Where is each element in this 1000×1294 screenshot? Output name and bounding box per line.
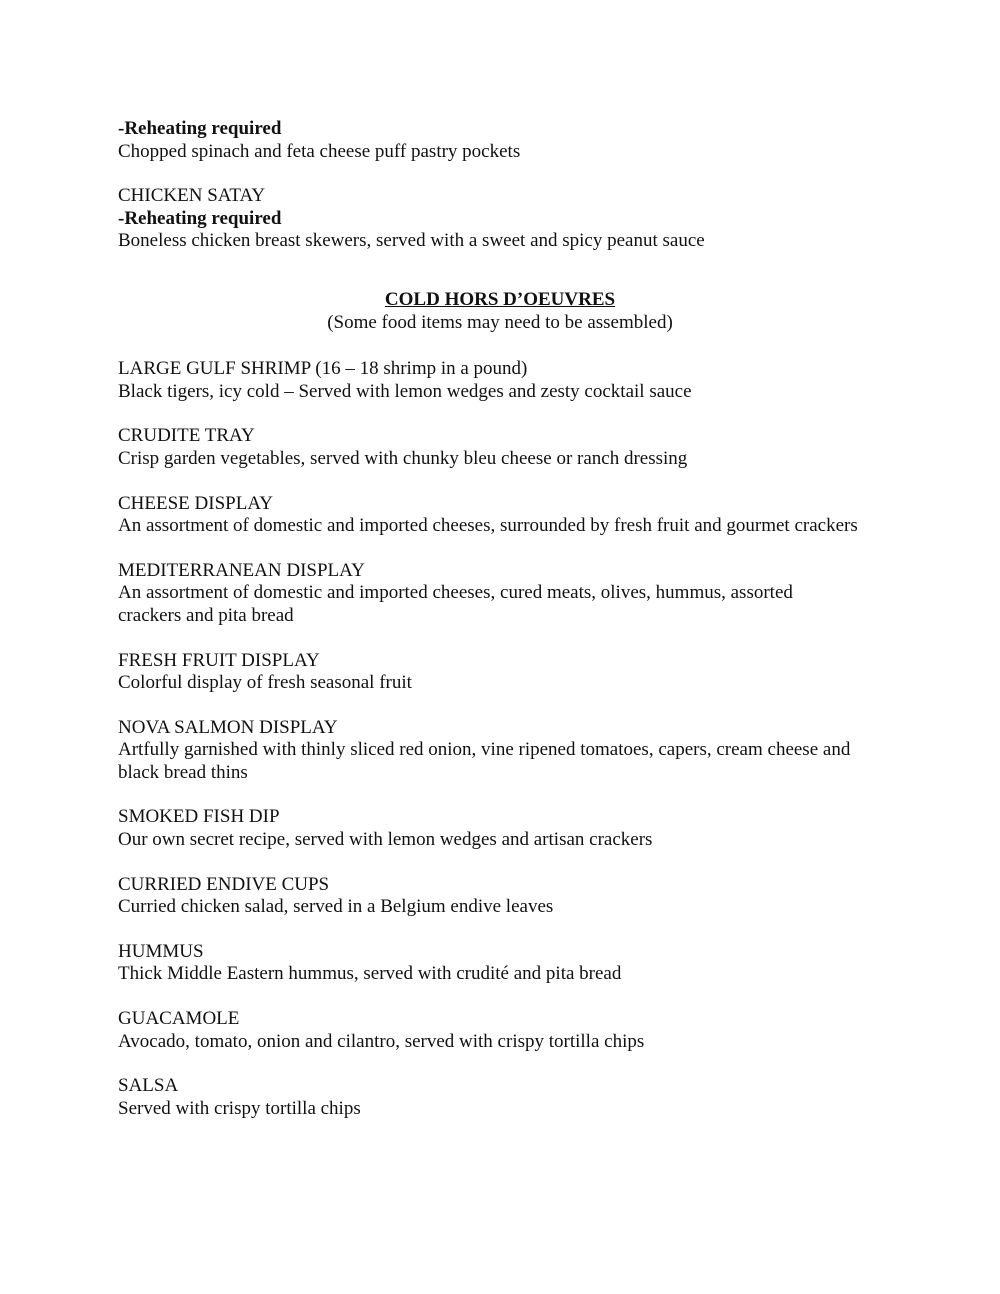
item-name: NOVA SALMON DISPLAY — [118, 716, 338, 738]
menu-item-curried-endive-cups — [118, 874, 898, 919]
item-description: Boneless chicken breast skewers, served with a sweet and spicy peanut sauce — [118, 230, 705, 252]
menu-item-nova-salmon-display — [118, 717, 898, 785]
item-name: GUACAMOLE — [118, 1008, 240, 1030]
menu-item-fresh-fruit-display — [118, 650, 898, 695]
item-description: Served with crispy tortilla chips — [118, 1097, 361, 1119]
item-name: CHEESE DISPLAY — [118, 492, 274, 514]
item-description: Avocado, tomato, onion and cilantro, served with crispy tortilla chips — [118, 1030, 645, 1052]
item-description: Curried chicken salad, served in a Belgium endive leaves — [118, 896, 554, 918]
item-description: Black tigers, icy cold – Served with lemon wedges and zesty cocktail sauce — [118, 380, 692, 402]
cold-section-heading — [118, 289, 882, 334]
menu-item-smoked-fish-dip — [118, 806, 898, 851]
section-title: COLD HORS D’OEUVRES — [384, 288, 616, 310]
item-name: SMOKED FISH DIP — [118, 806, 280, 828]
item-name: CURRIED ENDIVE CUPS — [118, 873, 330, 895]
menu-item-guacamole — [118, 1008, 898, 1053]
item-description: Chopped spinach and feta cheese puff pastry pockets — [118, 140, 521, 162]
section-subtitle: (Some food items may need to be assembled) — [327, 311, 673, 333]
menu-item-gulf-shrimp — [118, 358, 898, 403]
item-name: HUMMUS — [118, 940, 204, 962]
item-description: An assortment of domestic and imported cheeses, cured meats, olives, hummus, assorted crackers and pita bread — [118, 582, 793, 626]
menu-item-spinach-pockets — [118, 118, 898, 163]
menu-item-mediterranean-display — [118, 560, 898, 628]
item-description: Thick Middle Eastern hummus, served with crudité and pita bread — [118, 963, 622, 985]
item-description: Our own secret recipe, served with lemon wedges and artisan crackers — [118, 829, 653, 851]
reheating-note: -Reheating required — [118, 207, 282, 229]
menu-item-crudite-tray — [118, 425, 898, 470]
item-description: An assortment of domestic and imported cheeses, surrounded by fresh fruit and gourmet crackers — [118, 515, 858, 537]
menu-item-chicken-satay — [118, 185, 898, 253]
item-description: Colorful display of fresh seasonal fruit — [118, 672, 412, 694]
item-name: CHICKEN SATAY — [118, 185, 266, 207]
item-name: LARGE GULF SHRIMP (16 – 18 shrimp in a pound) — [118, 358, 528, 380]
menu-item-hummus — [118, 941, 898, 986]
menu-page — [118, 118, 898, 1142]
item-description: Artfully garnished with thinly sliced red onion, vine ripened tomatoes, capers, cream cheese and black bread thins — [118, 739, 851, 783]
reheating-note: -Reheating required — [118, 118, 282, 139]
item-name: SALSA — [118, 1075, 179, 1097]
item-description: Crisp garden vegetables, served with chunky bleu cheese or ranch dressing — [118, 447, 688, 469]
menu-item-cheese-display — [118, 493, 898, 538]
menu-item-salsa — [118, 1075, 898, 1120]
item-name: CRUDITE TRAY — [118, 425, 255, 447]
item-name: MEDITERRANEAN DISPLAY — [118, 559, 365, 581]
item-name: FRESH FRUIT DISPLAY — [118, 649, 320, 671]
